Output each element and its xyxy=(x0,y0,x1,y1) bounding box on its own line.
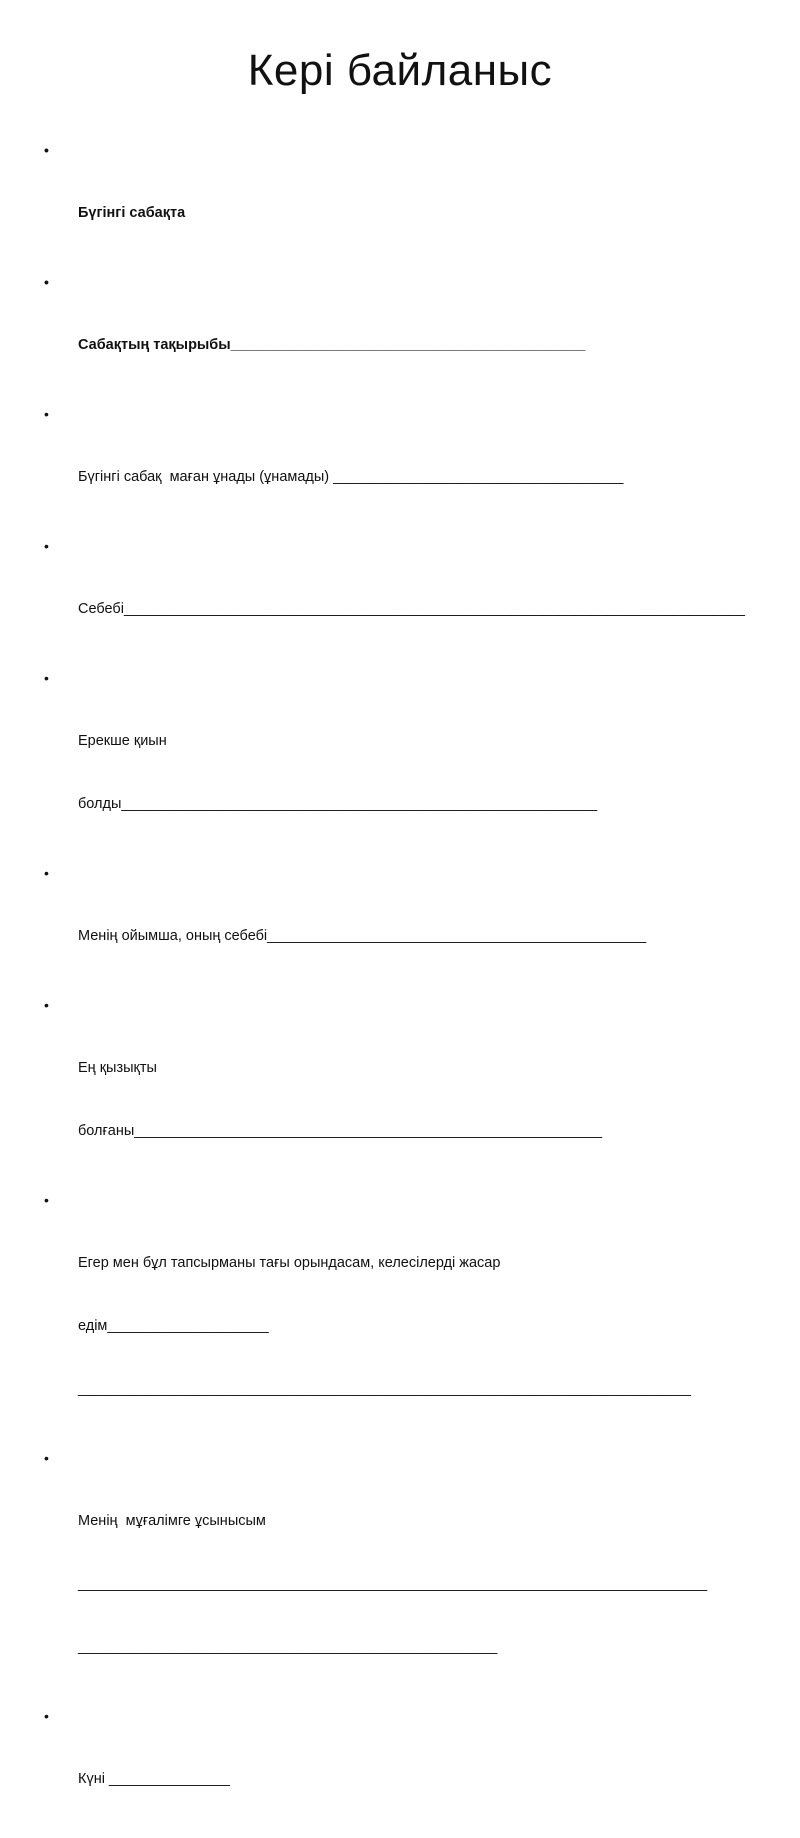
item-text: Ерекше қиын xyxy=(78,733,167,749)
list-item-teacher-suggestion xyxy=(38,1448,758,1700)
bullet-icon: • xyxy=(44,538,49,554)
item-text: Менің ойымша, оның себебі_______________________________________________ xyxy=(78,928,647,944)
list-item-most-interesting xyxy=(38,995,758,1184)
item-text: ____________________________________________________________________________ xyxy=(78,1381,691,1397)
item-text: Ең қызықты xyxy=(78,1060,157,1076)
item-text: болды___________________________________________________________ xyxy=(78,796,598,812)
list-item-reason xyxy=(38,536,758,662)
item-text: ____________________________________________________ xyxy=(78,1639,498,1655)
bullet-icon: • xyxy=(44,142,49,158)
item-text: Егер мен бұл тапсырманы тағы орындасам, келесілерді жасар xyxy=(78,1255,501,1271)
bullet-icon: • xyxy=(44,865,49,881)
list-item-lesson-topic xyxy=(38,272,758,398)
item-text: Менің мұғалімге ұсынысым xyxy=(78,1513,266,1529)
bullet-icon: • xyxy=(44,274,49,290)
bullet-icon: • xyxy=(44,670,49,686)
list-item-today-lesson xyxy=(38,140,758,266)
item-text: Күні _______________ xyxy=(78,1771,230,1787)
item-text: едім____________________ xyxy=(78,1318,269,1334)
list-item-my-opinion xyxy=(38,863,758,989)
list-item-if-repeat-task xyxy=(38,1190,758,1442)
item-text: Себебі_____________________________________________________________________________ xyxy=(78,601,745,617)
bullet-icon: • xyxy=(44,1450,49,1466)
list-item-liked-lesson xyxy=(38,404,758,530)
bullet-icon: • xyxy=(44,1708,49,1724)
bullet-icon: • xyxy=(44,406,49,422)
feedback-list xyxy=(38,140,758,1838)
item-text: Сабақтың тақырыбы____________________________________________ xyxy=(78,337,586,353)
bullet-icon: • xyxy=(44,1192,49,1208)
bullet-icon: • xyxy=(44,997,49,1013)
item-text: Бүгінгі сабақта xyxy=(78,205,186,221)
item-text: Бүгінгі сабақ маған ұнады (ұнамады) ____________________________________ xyxy=(78,469,624,485)
slide-title: Кері байланыс xyxy=(247,46,553,95)
item-text: болғаны__________________________________________________________ xyxy=(78,1123,603,1139)
list-item-especially-difficult xyxy=(38,668,758,857)
item-text: ______________________________________________________________________________ xyxy=(78,1576,708,1592)
list-item-date xyxy=(38,1706,758,1832)
